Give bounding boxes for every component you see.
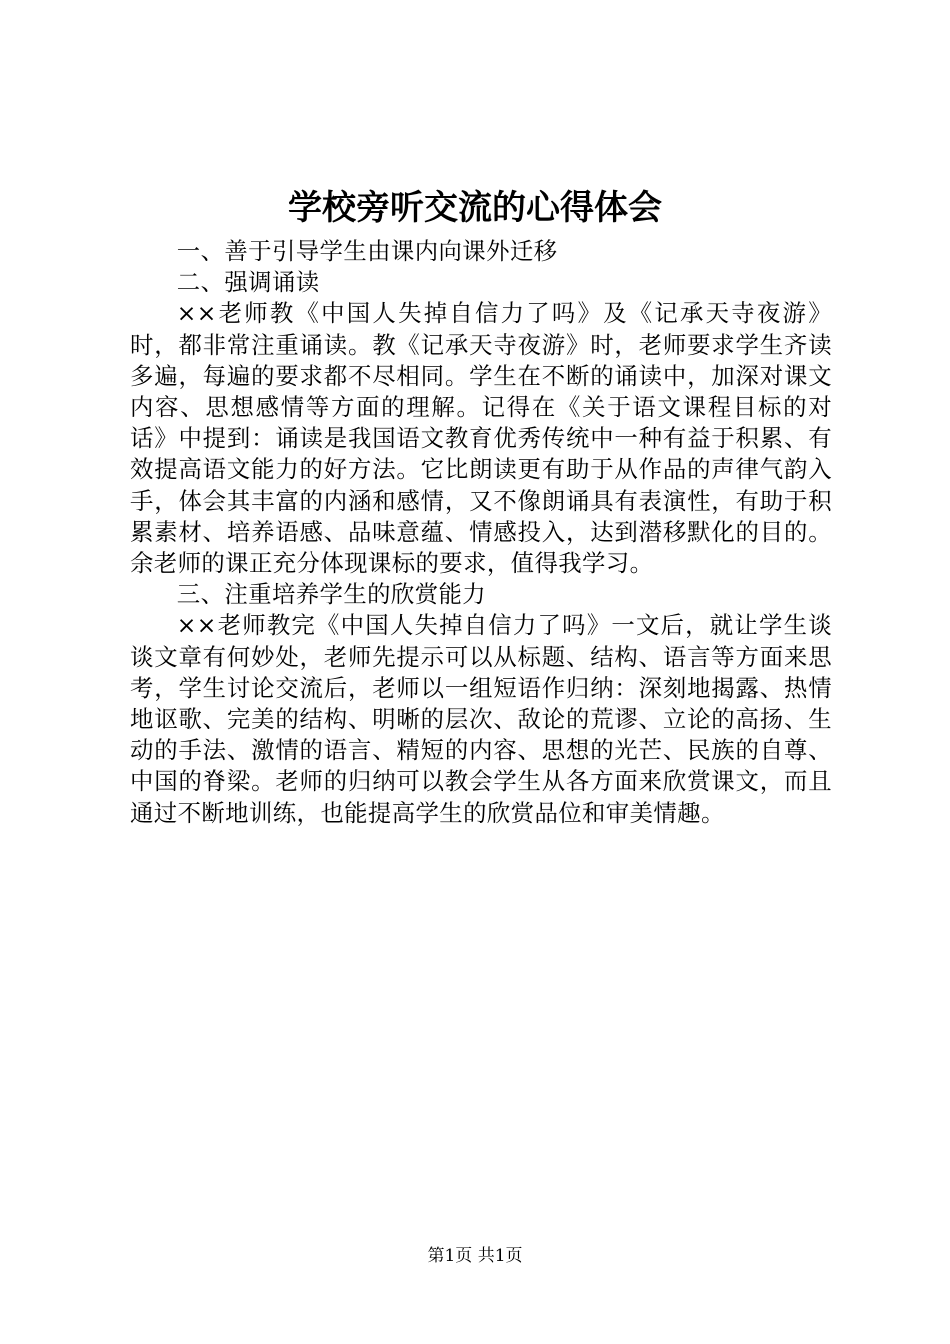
document-body [130,236,832,829]
section-heading-1: 一、善于引导学生由课内向课外迁移 [176,237,558,265]
body-paragraph-2: ××老师教完《中国人失掉自信力了吗》一文后，就让学生谈谈文章有何妙处，老师先提示可以从标题、结构、语言等方面来思考，学生讨论交流后，老师以一组短语作归纳：深刻地揭露、热情地讴歌、完美的结构、明晰的层次、敌论的荒谬、立论的高扬、生动的手法、激情的语言、精短的内容、思想的光芒、民族的自尊、中国的脊梁。老师的归纳可以教会学生从各方面来欣赏课文，而且通过不断地训练，也能提高学生的欣赏品位和审美情趣。 [130,611,832,827]
document-title: 学校旁听交流的心得体会 [288,188,662,228]
section-heading-2: 二、强调诵读 [176,268,320,297]
body-paragraph-1: ××老师教《中国人失掉自信力了吗》及《记承天寺夜游》时，都非常注重诵读。教《记承天寺夜游》时，老师要求学生齐读多遍，每遍的要求都不尽相同。学生在不断的诵读中，加深对课文内容、思想感情等方面的理解。记得在《关于语文课程目标的对话》中提到：诵读是我国语文教育优秀传统中一种有益于积累、有效提高语文能力的好方法。它比朗读更有助于从作品的声律气韵入手，体会其丰富的内涵和感情，又不像朗诵具有表演性，有助于积累素材、培养语感、品味意蕴、情感投入，达到潜移默化的目的。余老师的课正充分体现课标的要求，值得我学习。 [130,299,832,578]
page-number-footer: 第1页 共1页 [427,1246,523,1266]
section-heading-3: 三、注重培养学生的欣赏能力 [176,580,487,609]
